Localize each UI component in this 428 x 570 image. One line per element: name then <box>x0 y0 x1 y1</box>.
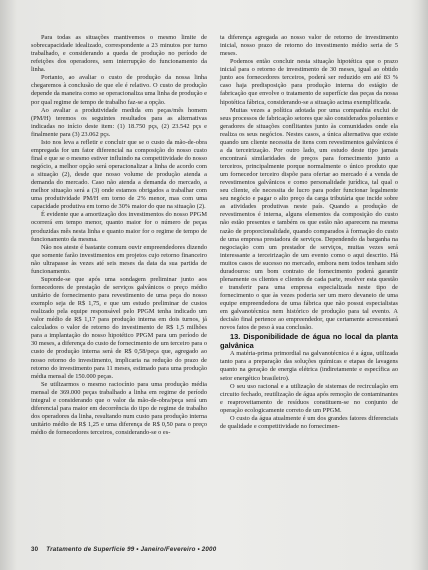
left-column <box>31 34 207 437</box>
paragraph: Portanto, ao avaliar o custo de produção da nossa linha chegaremos à conclusão de que ele é relativo. O custo de produção depende da maneira como se operacionaliza uma linha de produção e por qual regime de tempo de trabalho faz-se a opção. <box>31 74 207 106</box>
paragraph: Ao avaliar a produtividade medida em peças/mês homem (PM/H) teremos os seguintes resultados para as alternativas indicadas no início deste item: (1) 18.750 pçs, (2) 23.542 pçs e finalmente para (3) 23.062 pçs. <box>31 106 207 138</box>
footer-publication: Tratamento de Superfície 99 • Janeiro/Fevereiro • 2000 <box>46 546 217 553</box>
paragraph: Podemos então concluir nesta situação hipotética que o prazo inicial para o retorno de investimento de 30 meses, igual ao obtido junto aos fornecedores terceiros, poderá ser reduzido em até 83 % caso haja predisposição para produção interna do estágio de fabricação que envolve o tratamento de superfície das peças da nossa hipotética fábrica, considerando-se a situação acima exemplificada. <box>220 58 398 106</box>
page-footer <box>31 546 351 553</box>
paragraph: Não nos ateste é bastante comum ouvir empreendedores dizendo que somente farão investimentos em projetos cujo retorno financeiro não ultrapasse às vezes até seis meses da data da sua partida de funcionamento. <box>31 243 207 275</box>
paragraph: Suponde-se que após uma sondagem preliminar junto aos fornecedores de prestação de serviços galvânicos o preço médio unitário de fornecimento para revestimento de uma peça do nosso exemplo seja de R$ 1,75, e que um estudo preliminar de custos realizado pela equipe responsável pelo PPGM tenha indicado um valor médio de R$ 1,17 para produção interna em dois turnos, já calculados o valor de retorno do investimento de R$ 1,5 milhões para a implantação do nosso hipotético PPGM para um período de 30 meses, a diferença do custo de fornecimento de um terceiro para o custo de produção interna será de R$ 0,58/peça que, agregado ao nosso retorno do investimento, implicaria na redução do prazo de retorno do investimento para 11 meses, estimado para uma produção média mensal de 150.000 peças. <box>31 275 207 380</box>
paragraph: É evidente que a amortização dos investimentos do nosso PPGM ocorrerá em tempo menor, quanto maior for o número de peças produzidas mês nesta linha e quanto maior for o regime de tempo de funcionamento da mesma. <box>31 211 207 243</box>
paragraph: Isto nos leva a refletir e concluir que se o custo da mão-de-obra empregada for um fator diferencial na composição do nosso custo final e que se o mesmo estiver influindo na competitividade do nosso negócio, a melhor opção será operacionalizar a linha de acordo com a situação (2), desde que nosso volume de produção atenda a demanda do mercado. Caso não atenda a demanda do mercado, a melhor situação será a (3) onde estamos obrigados a trabalhar com uma produtividade PM/H em torno de 2% menor, mas com uma capacidade produtiva em torno de 30% maior do que na situação (2). <box>31 138 207 211</box>
right-column <box>220 34 398 431</box>
paragraph: Se utilizarmos o mesmo raciocínio para uma produção média mensal de 369.000 peças trabalhado a linha em regime de período integral e considerando que o valor da mão-de-obra/peça será um diferencial para maior em decorrência do tipo de regime de trabalho dos operadores da linha, resultando num custo para produção interna unitário médio de R$ 1,25 e uma diferença de R$ 0,50 para o preço médio de fornecedores terceiros, considerando-se o es- <box>31 380 207 437</box>
paragraph: Muitas vezes a política adotada por uma companhia exclui de seus processos de fabricação setores que são considerados poluentes e geradores de situações conflitantes junto às comunidades onde ela realiza os seus negócios. Nestes casos, a única alternativa que existe quando um cliente necessita de itens com revestimentos galvânicos é a da terceirização. Por outro lado, um estudo deste tipo jamais encontrará similaridades de preços para fornecimento junto a terceiros, principalmente porque normalmente o único produto que um fornecedor terceiro dispõe para ofertar ao mercado é a venda de revestimentos galvânicos e como personalidade jurídica, tal qual o seu cliente, ele necessita de lucro para poder funcionar legalmente seu negócio e pagar o alto preço da carga tributária que incide sobre as atividades produtivas neste país. Quando a produção de revestimentos é interna, alguns elementos da composição do custo não estão presentes e também os que estão não aparecem na mesma razão de proporcionalidade, quando comparados à formação do custo de uma empresa prestadora de serviços. Dependendo da barganha na negociação com um prestador de serviços, muitas vezes será interessante a terceirização de um evento como o aqui descrito. Há muitos casos de sucesso no mercado, embora nem todos tenham sido duradouros: um bom contrato de fornecimento poderá garantir plenamente os clientes e clientes de cada parte, resolver esta questão e transferir para uma empresa especializada neste tipo de fornecimento o que às vezes poderia ser um mero devaneio de uma equipe empreendedora de uma fábrica que não possui especialistas em galvanotécnica nem histórico de produção para tal evento. A decisão final pertence ao empreendedor, que certamente acrescentará novos fatos de peso à sua conclusão. <box>220 106 398 332</box>
paragraph: Para todas as situações mantivemos o mesmo limite de sobrecapacidade idealizado, correspondente a 23 minutos por turno trabalhado, e considerando a queda de produção no período de refeições dos operadores, sem interrupção do funcionamento da linha. <box>31 34 207 74</box>
page-shadow <box>418 0 428 570</box>
paragraph: ta diferença agregada ao nosso valor de retorno de investimento inicial, nosso prazo de retorno do investimento médio seria de 5 meses. <box>220 34 398 58</box>
page-number: 30 <box>31 546 39 553</box>
section-heading: 13. Disponibilidade de água no local da planta galvânica <box>220 332 398 351</box>
paragraph: O seu uso racional e a utilização de sistemas de recirculação em circuito fechado, reutilização de água após remoção de contaminantes e reaproveitamento de resíduos constituem-se no conjunto de operação ecologicamente correto de um PPGM. <box>220 382 398 414</box>
paragraph: A matéria-prima primordial na galvanotécnica é a água, utilizada tanto para a preparação das soluções químicas e etapas de lavagens quanto na geração de energia elétrica (indiretamente e específica ao setor energético brasileiro). <box>220 350 398 382</box>
paragraph: O custo da água atualmente é um dos grandes fatores diferenciais de qualidade e competitividade no fornecimen- <box>220 414 398 430</box>
